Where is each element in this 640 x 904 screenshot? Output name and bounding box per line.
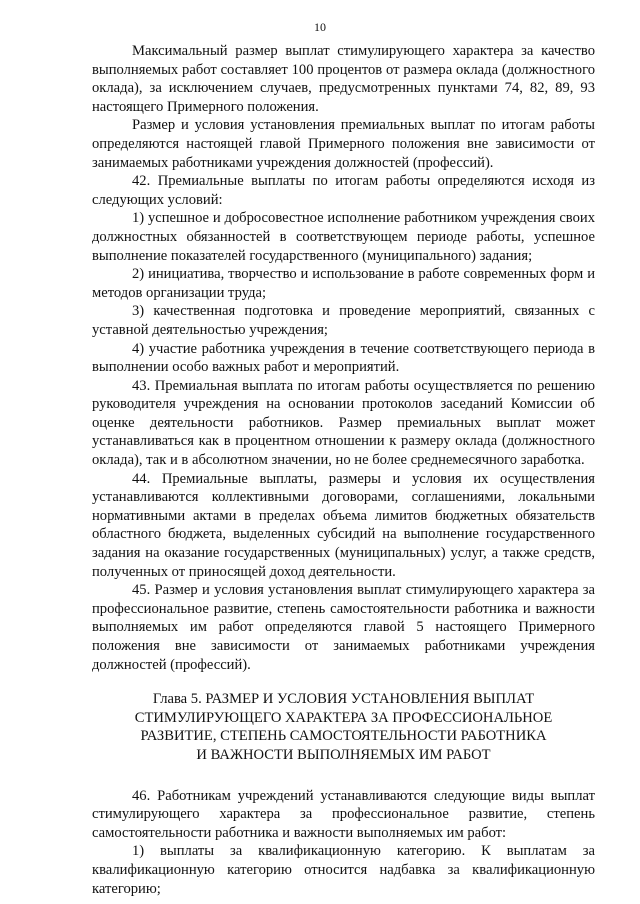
paragraph-max-payment: Максимальный размер выплат стимулирующего характера за качество выполняемых работ составляет 100 процентов от размера оклада (должностного оклада), за исключением случаев, предусмотренных пунктами 74, 82, 89, 93 настоящего Примерного положения. [92, 43, 595, 115]
paragraph-43: 43. Премиальная выплата по итогам работы осуществляется по решению руководителя учреждения на основании протоколов заседаний Комиссии об оценке деятельности работников. Размер премиальных выплат может устанавливаться как в процентном отношении к размеру оклада (должностного оклада), так и в абсолютном значении, но не более среднемесячного заработка. [92, 377, 595, 469]
document-body [92, 42, 595, 898]
list-item-42-1: 1) успешное и добросовестное исполнение работником учреждения своих должностных обязанностей в соответствующем периоде работы, успешное выполнение показателей государственного (муниципального) задания; [92, 210, 595, 264]
paragraph-44: 44. Премиальные выплаты, размеры и условия их осуществления устанавливаются коллективными договорами, соглашениями, локальными нормативными актами в пределах объема лимитов бюджетных обязательств областного бюджета, выделенных субсидий на выполнение государственного задания на оказание государственных (муниципальных) услуг, а также средств, полученных от приносящей доход деятельности. [92, 470, 595, 580]
page-number: 10 [314, 20, 326, 34]
chapter-heading-line: И ВАЖНОСТИ ВЫПОЛНЯЕМЫХ ИМ РАБОТ [196, 746, 491, 763]
list-item-46-1: 1) выплаты за квалификационную категорию. К выплатам за квалификационную категорию относится надбавка за квалификационную категорию; [92, 843, 595, 897]
paragraph-bonus-conditions: Размер и условия установления премиальных выплат по итогам работы определяются настоящей главой Примерного положения вне зависимости от занимаемых работниками учреждения должностей (профессий). [92, 117, 595, 171]
paragraph-45: 45. Размер и условия установления выплат стимулирующего характера за профессиональное развитие, степень самостоятельности работника и важности выполняемых им работ определяются главой 5 настоящего Примерного положения вне зависимости от занимаемых работниками учреждения должностей (профессий). [92, 582, 595, 673]
list-item-42-2: 2) инициатива, творчество и использование в работе современных форм и методов организации труда; [92, 266, 595, 301]
chapter-heading-line: РАЗВИТИЕ, СТЕПЕНЬ САМОСТОЯТЕЛЬНОСТИ РАБОТНИКА [140, 728, 547, 745]
paragraph-46: 46. Работникам учреждений устанавливаются следующие виды выплат стимулирующего характера за профессиональное развитие, степень самостоятельности работника и важности выполняемых им работ: [92, 787, 595, 841]
paragraph-42: 42. Премиальные выплаты по итогам работы определяются исходя из следующих условий: [92, 173, 595, 208]
list-item-42-4: 4) участие работника учреждения в течение соответствующего периода в выполнении особо важных работ и мероприятий. [92, 340, 595, 376]
chapter-heading-line: СТИМУЛИРУЮЩЕГО ХАРАКТЕРА ЗА ПРОФЕССИОНАЛЬНОЕ [134, 709, 553, 726]
chapter-5-heading [92, 690, 595, 764]
list-item-42-3: 3) качественная подготовка и проведение мероприятий, связанных с уставной деятельностью учреждения; [92, 303, 595, 338]
chapter-heading-line: Глава 5. РАЗМЕР И УСЛОВИЯ УСТАНОВЛЕНИЯ ВЫПЛАТ [152, 691, 535, 708]
